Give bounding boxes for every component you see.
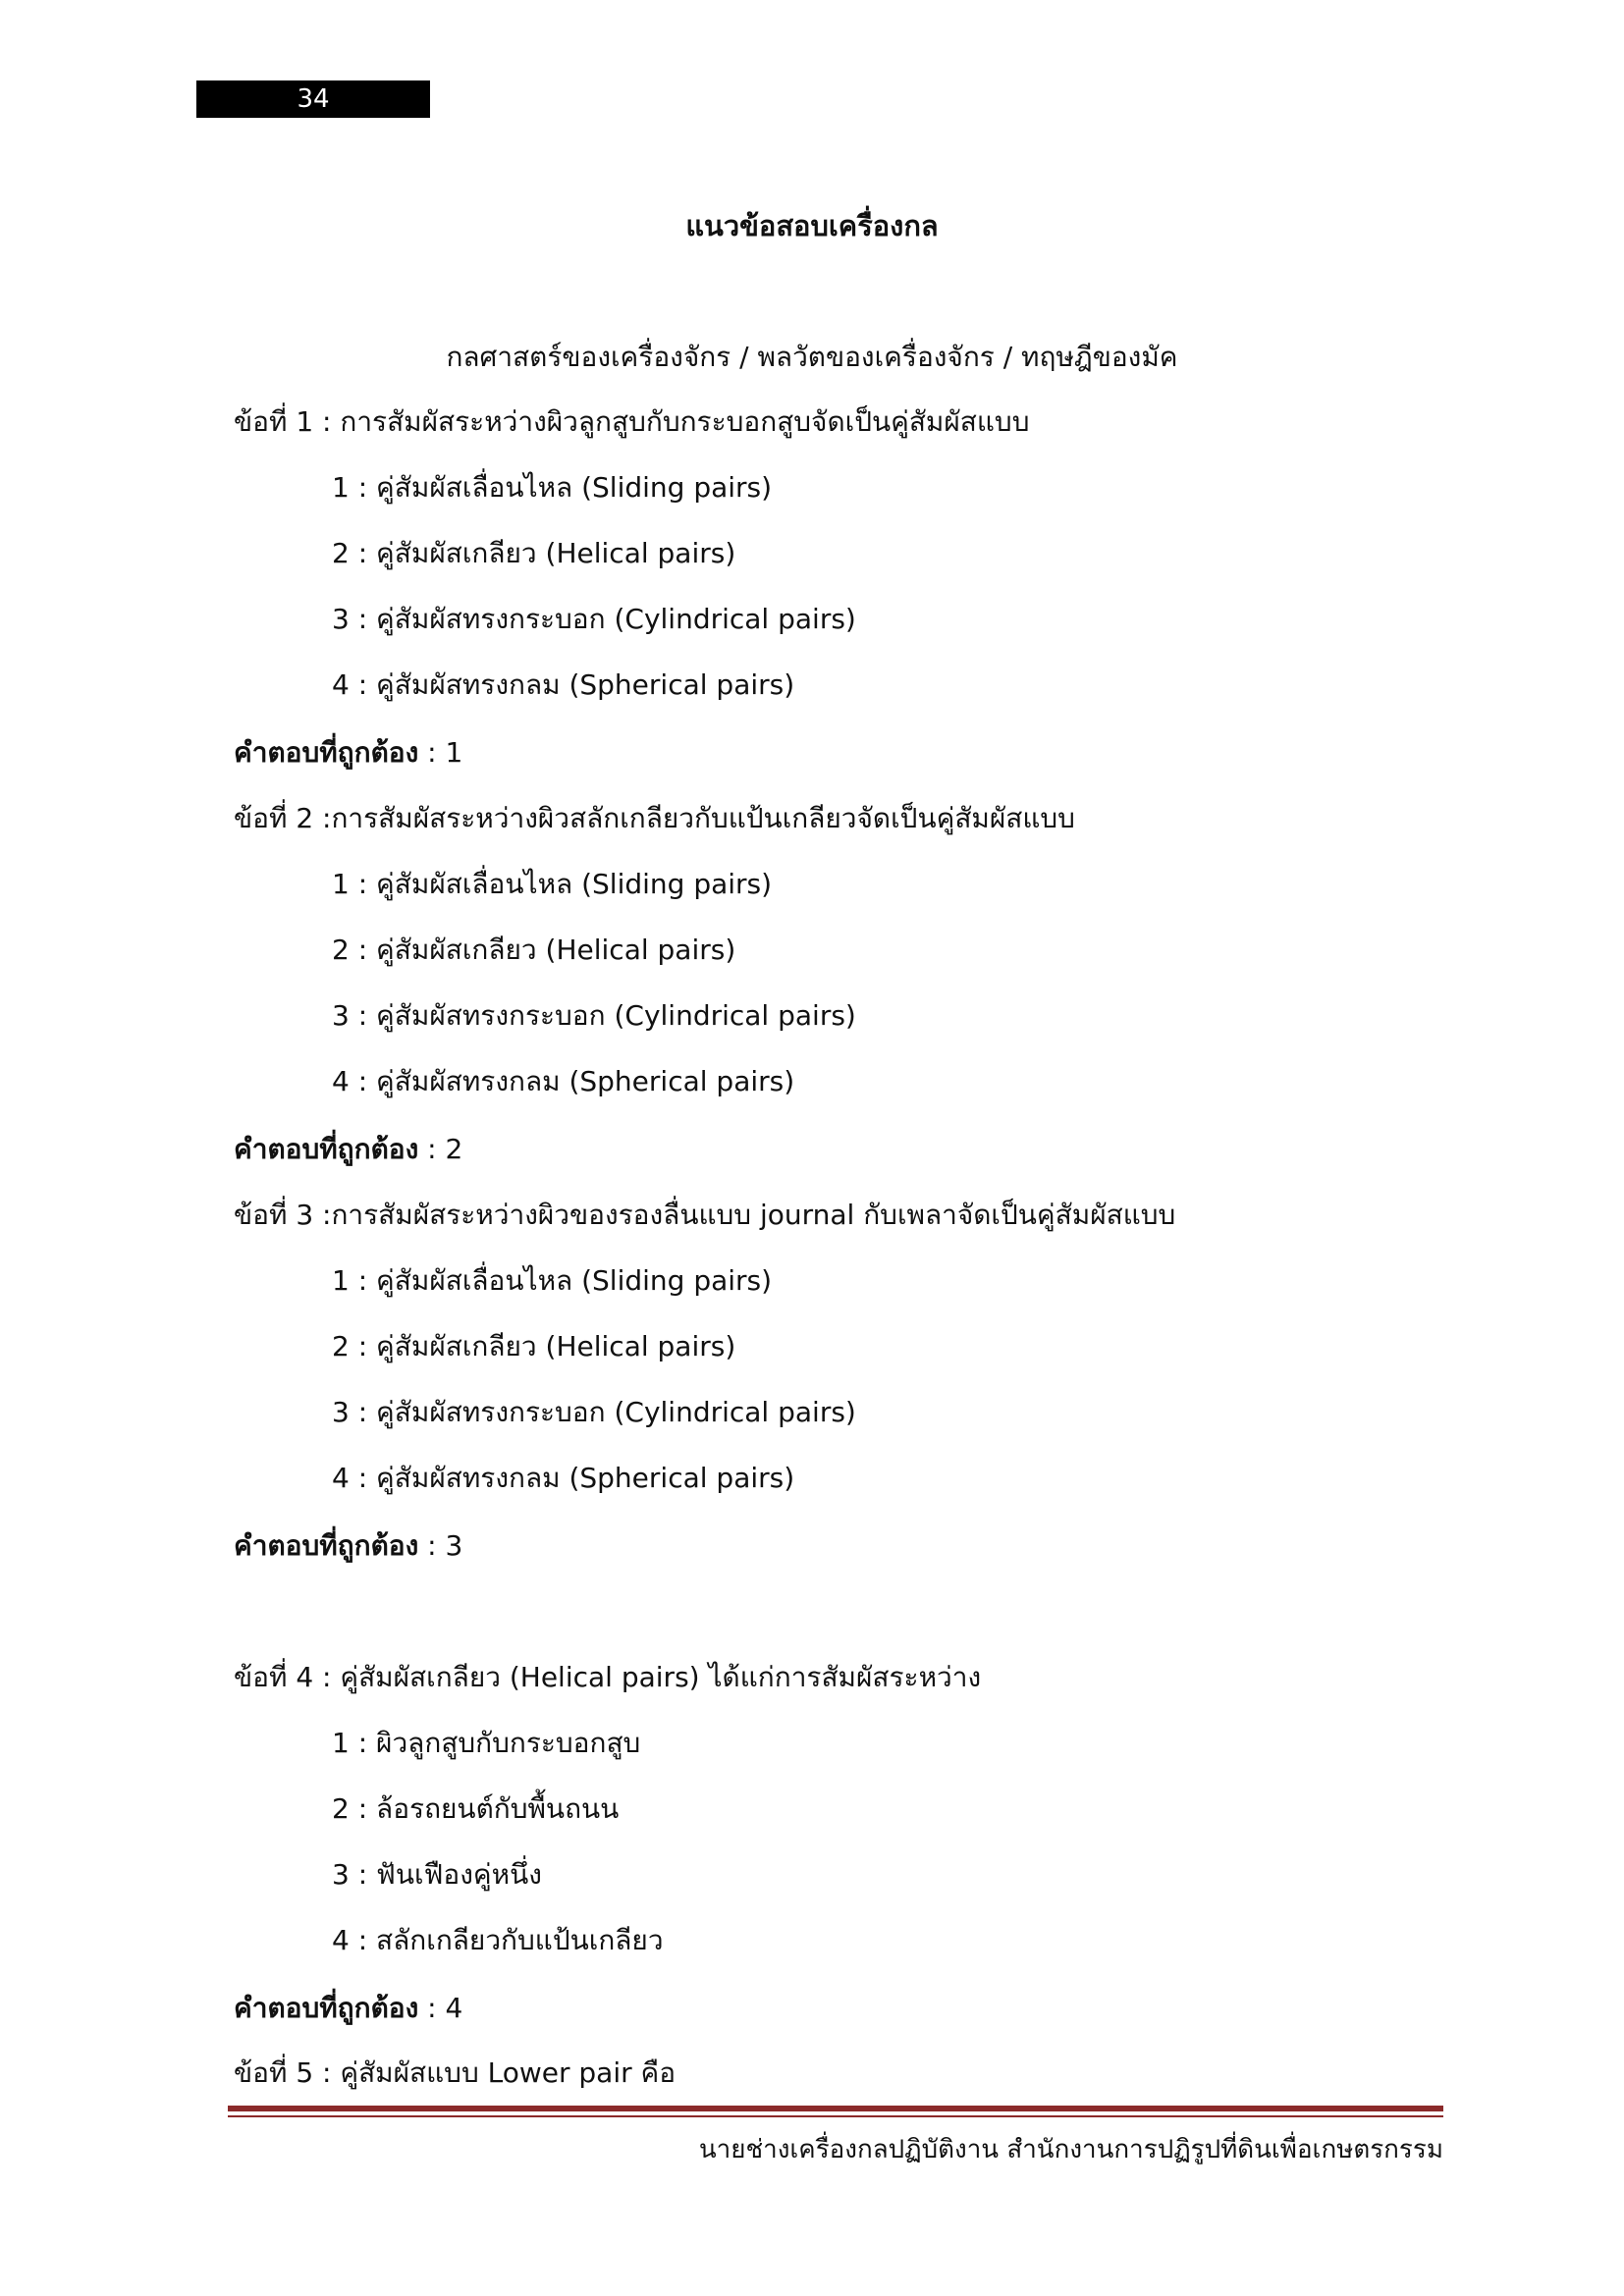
footer-divider [228,2106,1443,2111]
answer-label: คำตอบที่ถูกต้อง [234,1529,419,1562]
question-1-answer [234,731,462,774]
answer-value: : 3 [418,1529,463,1562]
question-3-answer [234,1524,462,1568]
question-1-option-4: 4 : คู่สัมผัสทรงกลม (Spherical pairs) [332,668,795,701]
answer-label: คำตอบที่ถูกต้อง [234,736,419,769]
question-2-option-1: 1 : คู่สัมผัสเลื่อนไหล (Sliding pairs) [332,868,773,900]
question-4-option-4: 4 : สลักเกลียวกับแป้นเกลียว [332,1924,664,1956]
answer-value: : 1 [418,736,463,769]
question-3-option-4: 4 : คู่สัมผัสทรงกลม (Spherical pairs) [332,1462,795,1494]
question-3-option-3: 3 : คู่สัมผัสทรงกระบอก (Cylindrical pairs) [332,1396,856,1428]
answer-value: : 4 [418,1992,463,2024]
question-2-option-3: 3 : คู่สัมผัสทรงกระบอก (Cylindrical pairs) [332,999,856,1032]
question-4-answer [234,1987,462,2030]
question-1-option-2: 2 : คู่สัมผัสเกลียว (Helical pairs) [332,537,736,569]
footer-text: นายช่างเครื่องกลปฏิบัติงาน สำนักงานการปฏิรูปที่ดินเพื่อเกษตรกรรม [698,2135,1443,2164]
question-3: ข้อที่ 3 :การสัมผัสระหว่างผิวของรองลื่นแบบ journal กับเพลาจัดเป็นคู่สัมผัสแบบ [234,1199,1176,1231]
footer-divider-thin [228,2115,1443,2117]
answer-label: คำตอบที่ถูกต้อง [234,1133,419,1165]
question-1: ข้อที่ 1 : การสัมผัสระหว่างผิวลูกสูบกับกระบอกสูบจัดเป็นคู่สัมผัสแบบ [234,405,1030,438]
page-number-badge [196,80,430,118]
question-4: ข้อที่ 4 : คู่สัมผัสเกลียว (Helical pairs) ได้แก่การสัมผัสระหว่าง [234,1661,982,1693]
question-3-option-2: 2 : คู่สัมผัสเกลียว (Helical pairs) [332,1330,736,1362]
question-2: ข้อที่ 2 :การสัมผัสระหว่างผิวสลักเกลียวกับแป้นเกลียวจัดเป็นคู่สัมผัสแบบ [234,802,1075,834]
page-number: 34 [297,84,330,114]
question-1-option-3: 3 : คู่สัมผัสทรงกระบอก (Cylindrical pairs) [332,603,856,635]
document-subtitle: กลศาสตร์ของเครื่องจักร / พลวัตของเครื่องจักร / ทฤษฎีของมัค [446,341,1178,373]
answer-value: : 2 [418,1133,463,1165]
question-2-option-4: 4 : คู่สัมผัสทรงกลม (Spherical pairs) [332,1065,795,1097]
question-2-option-2: 2 : คู่สัมผัสเกลียว (Helical pairs) [332,934,736,966]
question-5: ข้อที่ 5 : คู่สัมผัสแบบ Lower pair คือ [234,2056,677,2089]
question-4-option-3: 3 : ฟันเฟืองคู่หนึ่ง [332,1858,542,1891]
question-4-option-2: 2 : ล้อรถยนต์กับพื้นถนน [332,1792,620,1825]
question-3-option-1: 1 : คู่สัมผัสเลื่อนไหล (Sliding pairs) [332,1264,773,1297]
question-2-answer [234,1128,462,1171]
question-4-option-1: 1 : ผิวลูกสูบกับกระบอกสูบ [332,1727,641,1759]
question-1-option-1: 1 : คู่สัมผัสเลื่อนไหล (Sliding pairs) [332,471,773,504]
answer-label: คำตอบที่ถูกต้อง [234,1992,419,2024]
document-title: แนวข้อสอบเครื่องกล [685,209,939,242]
